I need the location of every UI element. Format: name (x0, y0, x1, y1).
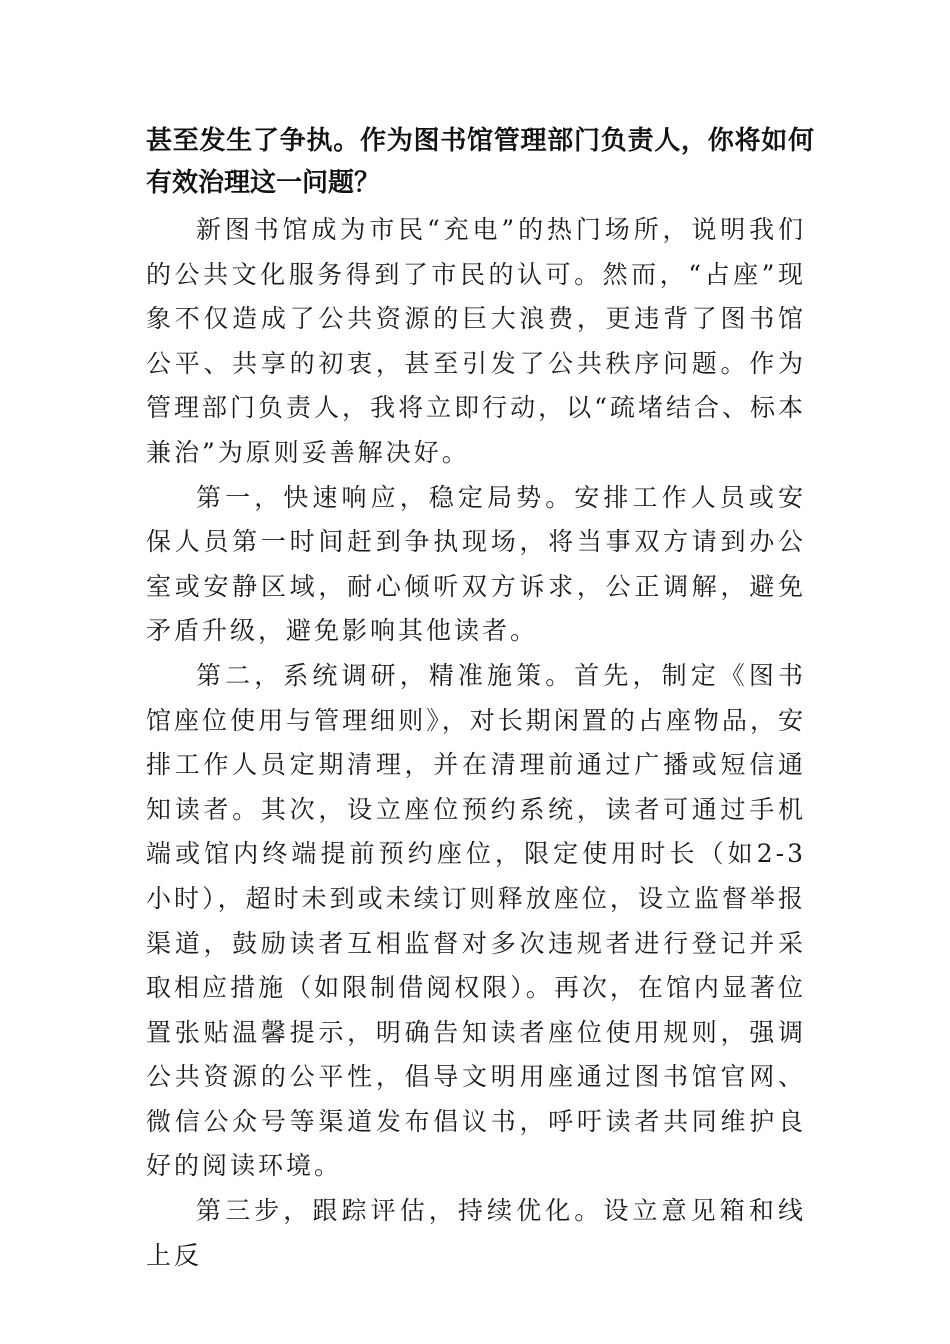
question-text: 甚至发生了争执。作为图书馆管理部门负责人，你将如何有效治理这一问题？ (146, 126, 814, 198)
paragraph-step-three: 第三步，跟踪评估，持续优化。设立意见箱和线上反 (146, 1196, 806, 1270)
answer-body (146, 208, 806, 1278)
paragraph-step-one: 第一，快速响应，稳定局势。安排工作人员或安保人员第一时间赶到争执现场，将当事双方请到办公室或安静区域，耐心倾听双方诉求，公正调解，避免矛盾升级，避免影响其他读者。 (146, 482, 806, 646)
paragraph-intro: 新图书馆成为市民“充电”的热门场所，说明我们的公共文化服务得到了市民的认可。然而，“占座”现象不仅造成了公共资源的巨大浪费，更违背了图书馆公平、共享的初衷，甚至引发了公共秩序问题。作为管理部门负责人，我将立即行动，以“疏堵结合、标本兼治”为原则妥善解决好。 (146, 215, 806, 467)
paragraph-step-two: 第二，系统调研，精准施策。首先，制定《图书馆座位使用与管理细则》，对长期闲置的占座物品，安排工作人员定期清理，并在清理前通过广播或短信通知读者。其次，设立座位预约系统，读者可通过手机端或馆内终端提前预约座位，限定使用时长（如2-3小时），超时未到或未续订则释放座位，设立监督举报渠道，鼓励读者互相监督对多次违规者进行登记并采取相应措施（如限制借阅权限）。再次，在馆内显著位置张贴温馨提示，明确告知读者座位使用规则，强调公共资源的公平性，倡导文明用座通过图书馆官网、微信公众号等渠道发布倡议书，呼吁读者共同维护良好的阅读环境。 (146, 660, 806, 1181)
